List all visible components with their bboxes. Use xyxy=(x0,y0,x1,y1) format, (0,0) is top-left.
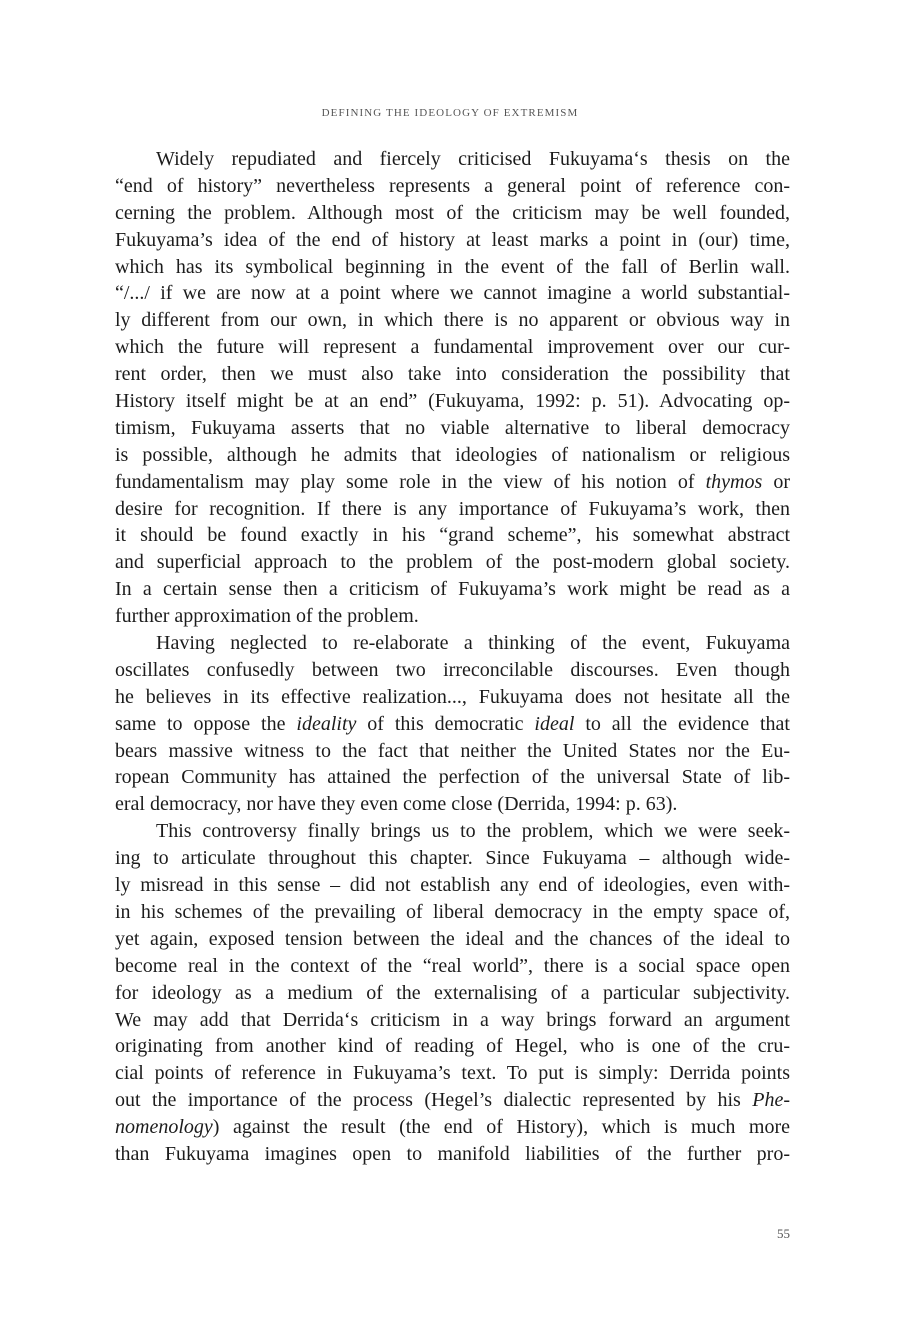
text-line: In a certain sense then a criticism of Fukuyama’s work might be read as a xyxy=(115,578,790,601)
text-line: and superficial approach to the problem of the post-modern global society. xyxy=(115,551,790,574)
text-line: This controversy finally brings us to the problem, which we were seek- xyxy=(156,820,790,843)
text-line: bears massive witness to the fact that neither the United States nor the Eu- xyxy=(115,739,790,762)
text-line: yet again, exposed tension between the ideal and the chances of the ideal to xyxy=(115,927,790,950)
italic-term: thymos xyxy=(705,470,763,493)
running-header: DEFINING THE IDEOLOGY OF EXTREMISM xyxy=(321,107,579,119)
text-line: “end of history” nevertheless represents a general point of reference con- xyxy=(115,174,790,197)
text-line: desire for recognition. If there is any importance of Fukuyama’s work, then xyxy=(115,497,790,520)
text-line: which the future will represent a fundamental improvement over our cur- xyxy=(115,336,790,359)
text-line: timism, Fukuyama asserts that no viable alternative to liberal democracy xyxy=(115,416,790,439)
text-line: cial points of reference in Fukuyama’s text. To put is simply: Derrida points xyxy=(115,1062,790,1085)
text-line: he believes in its effective realization..., Fukuyama does not hesitate all the xyxy=(115,685,790,708)
text-line xyxy=(115,1087,790,1114)
text-line: eral democracy, nor have they even come close (Derrida, 1994: p. 63). xyxy=(115,793,678,816)
text-line: is possible, although he admits that ideologies of nationalism or religious xyxy=(115,443,790,466)
text-segment: ) against the result (the end of History), which is much more xyxy=(212,1116,790,1139)
italic-term: nomenology xyxy=(115,1116,213,1139)
text-line: ropean Community has attained the perfection of the universal State of lib- xyxy=(115,766,790,789)
text-line: it should be found exactly in his “grand scheme”, his somewhat abstract xyxy=(115,524,790,547)
text-line: in his schemes of the prevailing of liberal democracy in the empty space of, xyxy=(115,900,790,923)
text-line: which has its symbolical beginning in the event of the fall of Berlin wall. xyxy=(115,255,790,278)
text-segment: or xyxy=(762,470,790,493)
text-line: become real in the context of the “real world”, there is a social space open xyxy=(115,954,790,977)
text-line: oscillates confusedly between two irreconcilable discourses. Even though xyxy=(115,658,790,681)
page-number: 55 xyxy=(777,1226,790,1241)
text-line: cerning the problem. Although most of the criticism may be well founded, xyxy=(115,201,790,224)
text-line: originating from another kind of reading of Hegel, who is one of the cru- xyxy=(115,1035,790,1058)
text-line: rent order, then we must also take into consideration the possibility that xyxy=(115,363,790,386)
text-line: further approximation of the problem. xyxy=(115,605,419,628)
text-line: for ideology as a medium of the externalising of a particular subjectivity. xyxy=(115,981,790,1004)
text-segment: to all the evidence that xyxy=(574,712,790,735)
body-text xyxy=(115,146,790,1168)
italic-term: Phe- xyxy=(752,1089,790,1112)
text-line xyxy=(115,469,790,496)
text-line: ing to articulate throughout this chapter. Since Fukuyama – although wide- xyxy=(115,847,790,870)
text-line: Having neglected to re-elaborate a thinking of the event, Fukuyama xyxy=(156,632,790,655)
text-line: ly different from our own, in which there is no apparent or obvious way in xyxy=(115,309,790,332)
text-line: We may add that Derrida‘s criticism in a way brings forward an argument xyxy=(115,1008,790,1031)
text-segment: fundamentalism may play some role in the view of his notion of xyxy=(115,470,706,493)
text-line: ly misread in this sense – did not establish any end of ideologies, even with- xyxy=(115,874,790,897)
italic-term: ideality xyxy=(296,712,357,735)
text-line: History itself might be at an end” (Fukuyama, 1992: p. 51). Advocating op- xyxy=(115,390,790,413)
text-line: Widely repudiated and fiercely criticised Fukuyama‘s thesis on the xyxy=(156,148,790,170)
text-line: than Fukuyama imagines open to manifold liabilities of the further pro- xyxy=(115,1142,790,1165)
text-line: Fukuyama’s idea of the end of history at least marks a point in (our) time, xyxy=(115,228,790,251)
text-segment: same to oppose the xyxy=(115,712,297,735)
text-line xyxy=(115,711,790,738)
italic-term: ideal xyxy=(534,712,575,735)
text-segment: of this democratic xyxy=(356,712,535,735)
text-line: “/.../ if we are now at a point where we cannot imagine a world substantial- xyxy=(115,282,790,305)
text-line xyxy=(115,1114,790,1141)
text-segment: out the importance of the process (Hegel’s dialectic represented by his xyxy=(115,1089,753,1112)
